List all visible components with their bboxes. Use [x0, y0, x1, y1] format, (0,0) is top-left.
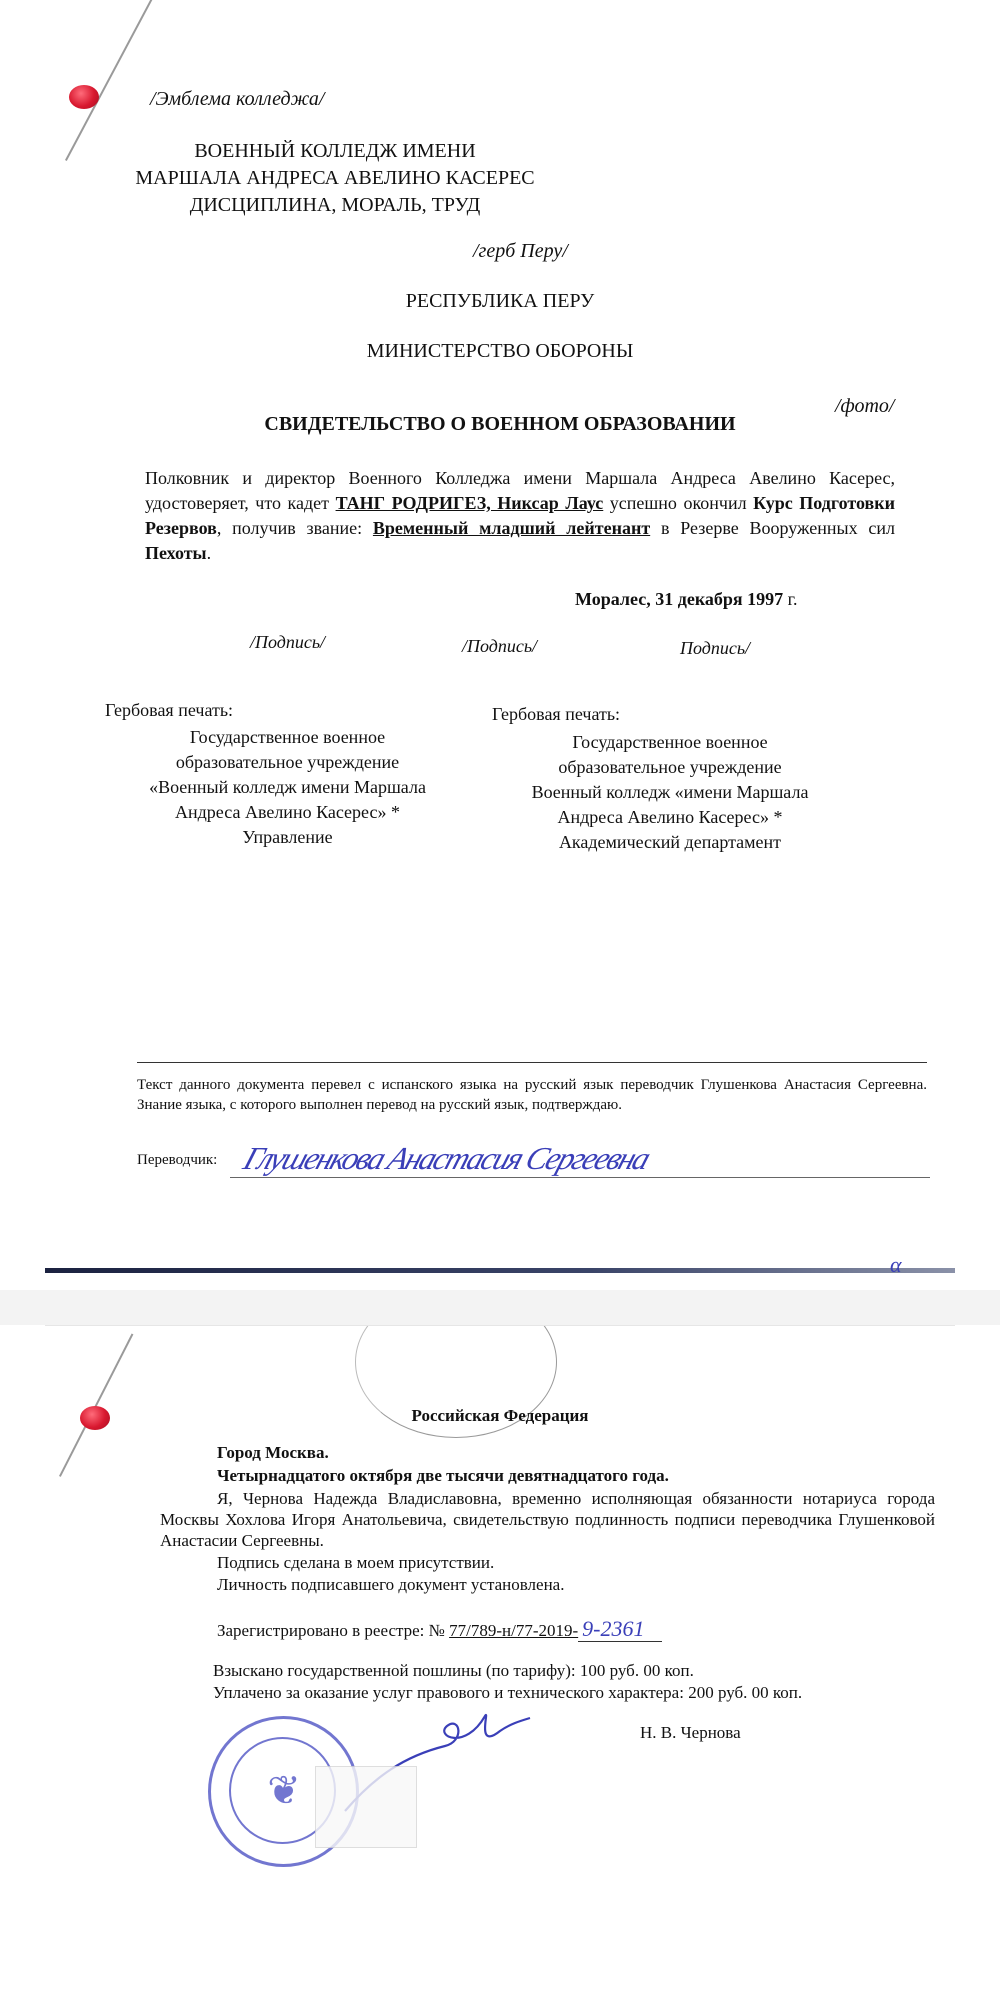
rank-name: Временный младший лейтенант: [372, 518, 651, 538]
binding-thread: [65, 0, 161, 161]
registry-line: [217, 1616, 662, 1642]
registry-label: Зарегистрировано в реестре: №: [217, 1621, 450, 1640]
notary-name: Н. В. Чернова: [640, 1723, 741, 1742]
body-text-4: в Резерве Вооруженных сил: [650, 518, 895, 538]
translator-signature-line: [230, 1177, 930, 1178]
state-fee-line: Взыскано государственной пошлины (по тарифу): 100 руб. 00 коп.: [213, 1661, 694, 1680]
page-gap: [0, 1290, 1000, 1325]
double-eagle-icon: ❦: [267, 1768, 301, 1813]
seal-right-text: [510, 730, 830, 855]
seal-left-line: «Военный колледж имени Маршала: [149, 777, 426, 797]
body-text-2: успешно окончил: [603, 493, 754, 513]
identity-line: Личность подписавшего документ установлена.: [217, 1575, 565, 1594]
seal-left-label: Гербовая печать:: [105, 700, 234, 720]
body-text-3: , получив звание:: [216, 518, 373, 538]
seal-right-line: Военный колледж «имени Маршала: [531, 782, 809, 802]
services-fee-line: Уплачено за оказание услуг правового и технического характера: 200 руб. 00 коп.: [213, 1683, 803, 1702]
college-header: [125, 138, 545, 219]
ministry-heading: МИНИСТЕРСТВО ОБОРОНЫ: [366, 340, 634, 362]
seal-left-line: образовательное учреждение: [175, 752, 400, 772]
emblem-note: /Эмблема колледжа/: [150, 88, 325, 110]
translation-note: Текст данного документа перевел с испанского языка на русский язык переводчик Глушенкова Анастасия Сергеевна. Знание языка, с которого выполнен перевод на русский язык, подтверждаю.: [137, 1077, 927, 1113]
signature-3: Подпись/: [680, 638, 751, 658]
certificate-page: [45, 0, 955, 1290]
issue-date-bold: Моралес, 31 декабря 1997: [575, 589, 784, 609]
divider-line: [137, 1062, 927, 1063]
document-title: СВИДЕТЕЛЬСТВО О ВОЕННОМ ОБРАЗОВАНИИ: [264, 413, 736, 435]
translator-label: Переводчик:: [137, 1152, 218, 1168]
country-heading: Российская Федерация: [411, 1406, 589, 1425]
date-line: Четырнадцатого октября две тысячи девятнадцатого года.: [217, 1466, 669, 1485]
course-name: Курс Подготовки Резервов: [145, 493, 895, 538]
branch-name: Пехоты: [145, 543, 207, 563]
issue-date-suffix: г.: [783, 589, 798, 609]
notary-page: [45, 1325, 955, 2001]
certification-text: Я, Чернова Надежда Владиславовна, временно исполняющая обязанности нотариуса города Москвы Хохлова Игоря Анатольевича, свидетельствую подлинность подписи переводчика Глушенковой Анастасии Сергеевны.: [160, 1489, 935, 1550]
seal-left-line: Андреса Авелино Касерес» *: [175, 802, 400, 822]
seal-right-line: образовательное учреждение: [558, 757, 782, 777]
body-text-1: Полковник и директор Военного Колледжа имени Маршала Андреса Авелино Касерес, удостоверяет, что кадет: [145, 468, 895, 513]
seal-right-line: Андреса Авелино Касерес» *: [557, 807, 783, 827]
signature-2: /Подпись/: [462, 636, 538, 656]
photo-note: /фото/: [835, 395, 895, 417]
cadet-name: ТАНГ РОДРИГЕЗ, Никсар Лаус: [335, 493, 604, 513]
registry-number: 77/789-н/77-2019-: [449, 1621, 579, 1640]
seal-right-label: Гербовая печать:: [492, 704, 621, 724]
seal-right-line: Государственное военное: [572, 732, 768, 752]
college-line-1: ВОЕННЫЙ КОЛЛЕДЖ ИМЕНИ: [194, 140, 476, 162]
faded-paper-stamp: [315, 1766, 417, 1848]
presence-line: Подпись сделана в моем присутствии.: [217, 1553, 495, 1572]
translator-signature: Глушенкова Анастасия Сергеевна: [239, 1140, 654, 1176]
body-text-5: .: [206, 543, 212, 563]
seal-left-text: [120, 725, 455, 850]
registry-handwritten-number: 9-2361: [578, 1616, 662, 1642]
certificate-body: [145, 466, 895, 566]
city-line: Город Москва.: [217, 1443, 329, 1462]
seal-left-line: Управление: [242, 827, 333, 847]
issue-date: [575, 589, 798, 610]
college-line-2: МАРШАЛА АНДРЕСА АВЕЛИНО КАСЕРЕС: [135, 167, 535, 189]
signature-1: /Подпись/: [250, 632, 326, 652]
coat-of-arms-note: /герб Перу/: [473, 240, 568, 262]
republic-heading: РЕСПУБЛИКА ПЕРУ: [405, 290, 595, 312]
seal-right-line: Академический департамент: [558, 832, 782, 852]
page-edge-shadow: [45, 1268, 955, 1273]
corner-mark: α: [890, 1252, 902, 1277]
seal-left-line: Государственное военное: [189, 727, 386, 747]
binding-pin-icon: [69, 85, 99, 109]
college-line-3: ДИСЦИПЛИНА, МОРАЛЬ, ТРУД: [189, 194, 481, 216]
